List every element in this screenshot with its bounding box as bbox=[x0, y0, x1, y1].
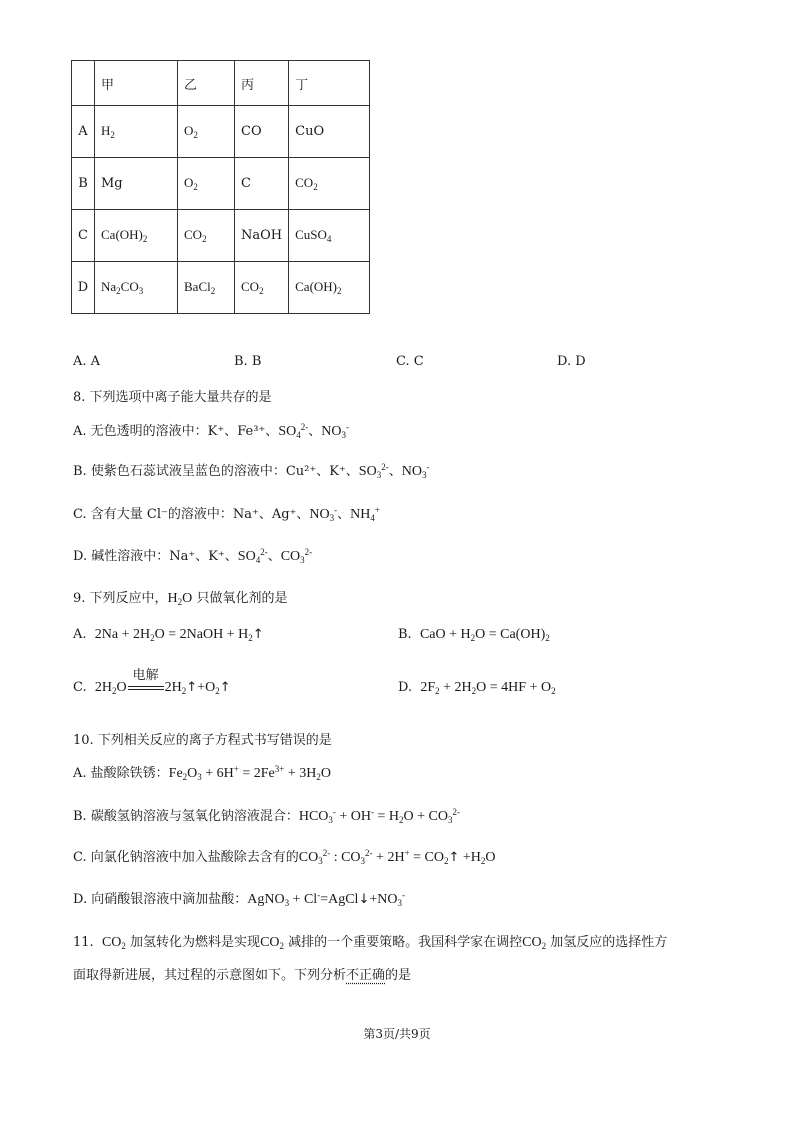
q11-emphasis: 不正确 bbox=[346, 968, 386, 983]
cell-formula: C bbox=[235, 158, 289, 210]
table-header-row bbox=[72, 61, 370, 106]
reagent-table bbox=[71, 60, 370, 314]
q11-line2-post: 的是 bbox=[385, 968, 412, 983]
cell-formula: CuSO$_4$ bbox=[289, 210, 370, 262]
row-label: C bbox=[72, 210, 95, 262]
q8-option-c: C. 含有大量 Cl⁻的溶液中：Na⁺、Ag⁺、$NO_3^-$、$NH_4^+$ bbox=[73, 505, 380, 523]
q9-option-d: D. $2F_2 + 2H_2O = 4HF + O_2$ bbox=[398, 680, 556, 696]
q8-option-b: B. 使紫色石蕊试液呈蓝色的溶液中：Cu²⁺、K⁺、$SO_3^{2-}$、$NO_3^-$ bbox=[73, 462, 430, 480]
condition-label: 电解 bbox=[132, 668, 159, 683]
cell-formula: BaCl$_2$ bbox=[178, 262, 235, 314]
header-jia: 甲 bbox=[95, 61, 178, 106]
cell-formula: $CO_2$ bbox=[235, 262, 289, 314]
q7-option-d: D. D bbox=[557, 354, 586, 369]
cell-formula: $Ca(OH)_2$ bbox=[289, 262, 370, 314]
q10-option-c-text: C. 向氯化钠溶液中加入盐酸除去含有的 bbox=[73, 850, 299, 865]
cell-formula: $Na_2CO_3$ bbox=[95, 262, 178, 314]
q11-text-2: 减排的一个重要策略。我国科学家在调控 bbox=[288, 935, 523, 950]
cell-formula: CO bbox=[235, 106, 289, 158]
q11-stem-line1: 11. $CO_2$ 加氢转化为燃料是实现$CO_2$ 减排的一个重要策略。我国科学家在调控$CO_2$ 加氢反应的选择性方 bbox=[73, 935, 668, 951]
q8-option-d: D. 碱性溶液中：Na⁺、K⁺、$SO_4^{2-}$、$CO_3^{2-}$ bbox=[73, 547, 313, 565]
q8-option-b-text: B. 使紫色石蕊试液呈蓝色的溶液中：Cu²⁺、K⁺、 bbox=[73, 464, 359, 479]
q7-option-a: A. A bbox=[73, 354, 101, 369]
q9-option-c: C. $2H_2O$ 电解 $2H_2↑+O_2↑$ bbox=[73, 680, 231, 696]
q9-option-a: A. $2Na + 2H_2O$ = 2NaOH + $H_2↑$ bbox=[73, 627, 264, 643]
cell-formula: $O_2$ bbox=[178, 158, 235, 210]
q8-option-c-text: C. 含有大量 Cl⁻的溶液中：Na⁺、Ag⁺、 bbox=[73, 507, 310, 522]
q9-stem: 9. 下列反应中，$H_2O$ 只做氧化剂的是 bbox=[73, 591, 288, 607]
q9-stem-pre: 9. 下列反应中， bbox=[73, 591, 168, 606]
cell-formula: $Ca(OH)_2$ bbox=[95, 210, 178, 262]
q11-stem-line2 bbox=[73, 964, 411, 983]
table-row bbox=[72, 210, 370, 262]
table-row bbox=[72, 158, 370, 210]
header-ding: 丁 bbox=[289, 61, 370, 106]
q10-option-d: D. 向硝酸银溶液中滴加盐酸：AgNO$_3$ + $Cl^-=AgCl↓+NO_3^-$ bbox=[73, 890, 405, 908]
header-yi: 乙 bbox=[178, 61, 235, 106]
row-label: A bbox=[72, 106, 95, 158]
q7-option-b: B. B bbox=[234, 354, 262, 369]
header-bing: 丙 bbox=[235, 61, 289, 106]
electrolysis-condition bbox=[127, 668, 165, 695]
q10-option-d-text: D. 向硝酸银溶液中滴加盐酸： bbox=[73, 892, 248, 907]
table-row bbox=[72, 262, 370, 314]
q10-option-a: A. 盐酸除铁锈：$Fe_2O_3 + 6H^+ = 2Fe^{3+} + 3H_2O$ bbox=[73, 764, 331, 782]
q9-option-b: B. CaO + $H_2O = Ca(OH)_2$ bbox=[398, 627, 550, 643]
row-label: D bbox=[72, 262, 95, 314]
cell-formula: $CO_2$ bbox=[289, 158, 370, 210]
table-corner-cell bbox=[72, 61, 95, 106]
table-row bbox=[72, 106, 370, 158]
page-footer: 第3页/共9页 bbox=[363, 1027, 431, 1041]
q10-stem: 10. 下列相关反应的离子方程式书写错误的是 bbox=[73, 733, 332, 748]
row-label: B bbox=[72, 158, 95, 210]
cell-formula: $O_2$ bbox=[178, 106, 235, 158]
q8-stem: 8. 下列选项中离子能大量共存的是 bbox=[73, 390, 272, 405]
q10-option-c: C. 向氯化钠溶液中加入盐酸除去含有的$CO_3^{2-}$ : $CO_3^{2-} + 2H^+$ = $CO_2↑ +H_2O$ bbox=[73, 848, 496, 866]
cell-formula: Mg bbox=[95, 158, 178, 210]
q8-option-d-text: D. 碱性溶液中：Na⁺、K⁺、 bbox=[73, 549, 238, 564]
q10-option-b-text: B. 碳酸氢钠溶液与氢氧化钠溶液混合： bbox=[73, 809, 299, 824]
q10-option-a-text: A. 盐酸除铁锈： bbox=[73, 766, 169, 781]
q7-option-c: C. C bbox=[396, 354, 424, 369]
q10-option-b: B. 碳酸氢钠溶液与氢氧化钠溶液混合：$HCO_3^- + OH^- = H_2O + CO_3^{2-}$ bbox=[73, 807, 460, 825]
q11-line2-pre: 面取得新进展，其过程的示意图如下。下列分析 bbox=[73, 968, 347, 983]
q11-text-1: 加氢转化为燃料是实现 bbox=[130, 935, 261, 950]
cell-formula: CuO bbox=[289, 106, 370, 158]
cell-formula: $H_2$ bbox=[95, 106, 178, 158]
q11-text-3: 加氢反应的选择性方 bbox=[550, 935, 668, 950]
q8-option-a-text: A. 无色透明的溶液中：K⁺、Fe³⁺、 bbox=[73, 424, 279, 439]
cell-formula: $CO_2$ bbox=[178, 210, 235, 262]
q9-stem-post: 只做氧化剂的是 bbox=[196, 591, 288, 606]
cell-formula: NaOH bbox=[235, 210, 289, 262]
q8-option-a: A. 无色透明的溶液中：K⁺、Fe³⁺、$SO_4^{2-}$、$NO_3^-$ bbox=[73, 422, 349, 440]
